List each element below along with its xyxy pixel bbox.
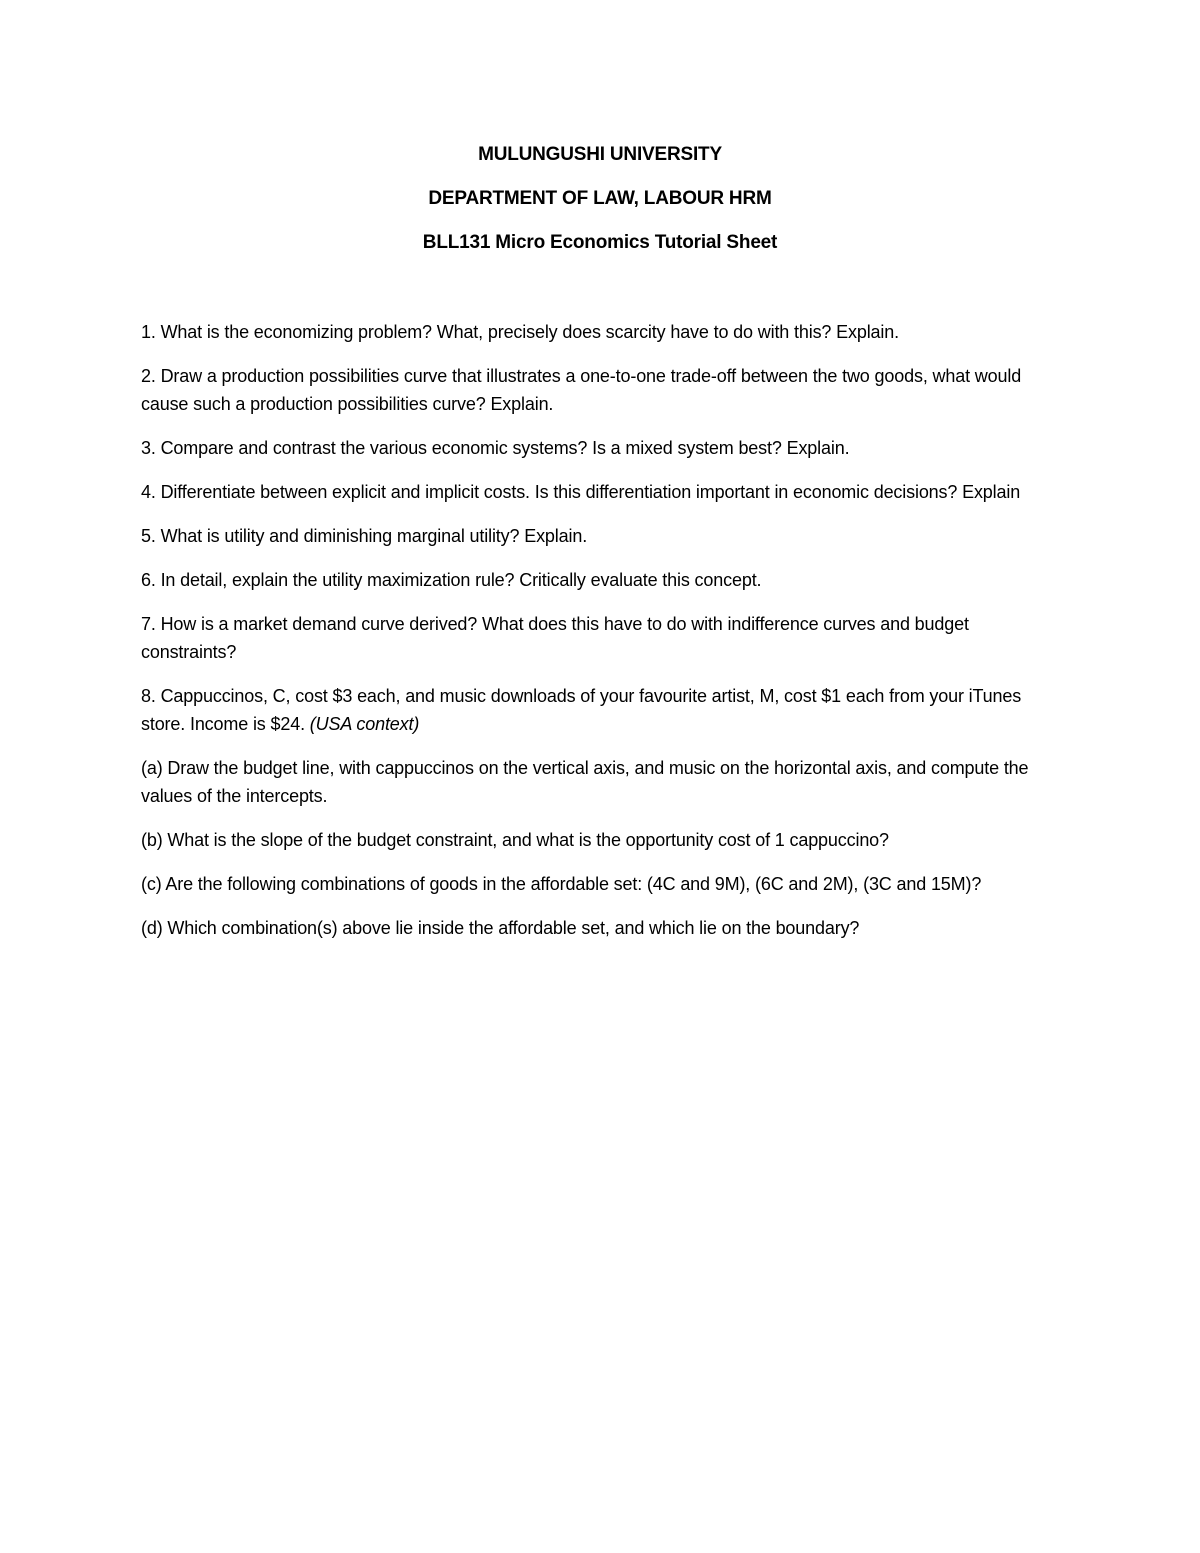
question-3: 3. Compare and contrast the various economic systems? Is a mixed system best? Explain. — [141, 438, 850, 458]
question-8-text: 8. Cappuccinos, C, cost $3 each, and music downloads of your favourite artist, M, cost $1 each from your iTunes store. Income is $24. — [141, 686, 1022, 734]
course-title: BLL131 Micro Economics Tutorial Sheet — [422, 232, 778, 253]
question-2: 2. Draw a production possibilities curve that illustrates a one-to-one trade-off between the two goods, what would cause such a production possibilities curve? Explain. — [141, 366, 1022, 414]
question-8 — [141, 682, 1066, 738]
question-list — [141, 318, 1066, 958]
question-8a: (a) Draw the budget line, with cappuccinos on the vertical axis, and music on the horizontal axis, and compute the values of the intercepts. — [141, 758, 1029, 806]
university-name: MULUNGUSHI UNIVERSITY — [478, 144, 722, 165]
question-5: 5. What is utility and diminishing marginal utility? Explain. — [141, 526, 588, 546]
document-header — [0, 141, 1200, 273]
department-name: DEPARTMENT OF LAW, LABOUR HRM — [428, 188, 772, 209]
question-8d: (d) Which combination(s) above lie inside the affordable set, and which lie on the boundary? — [141, 918, 860, 938]
question-8c: (c) Are the following combinations of goods in the affordable set: (4C and 9M), (6C and 2M), (3C and 15M)? — [141, 874, 982, 894]
question-8b: (b) What is the slope of the budget constraint, and what is the opportunity cost of 1 cappuccino? — [141, 830, 889, 850]
question-7: 7. How is a market demand curve derived? What does this have to do with indifference curves and budget constraints? — [141, 614, 969, 662]
question-4: 4. Differentiate between explicit and implicit costs. Is this differentiation important in economic decisions? Explain — [141, 482, 1021, 502]
question-8-context: (USA context) — [309, 714, 420, 734]
question-6: 6. In detail, explain the utility maximization rule? Critically evaluate this concept. — [141, 570, 762, 590]
question-1: 1. What is the economizing problem? What, precisely does scarcity have to do with this? Explain. — [141, 322, 899, 342]
